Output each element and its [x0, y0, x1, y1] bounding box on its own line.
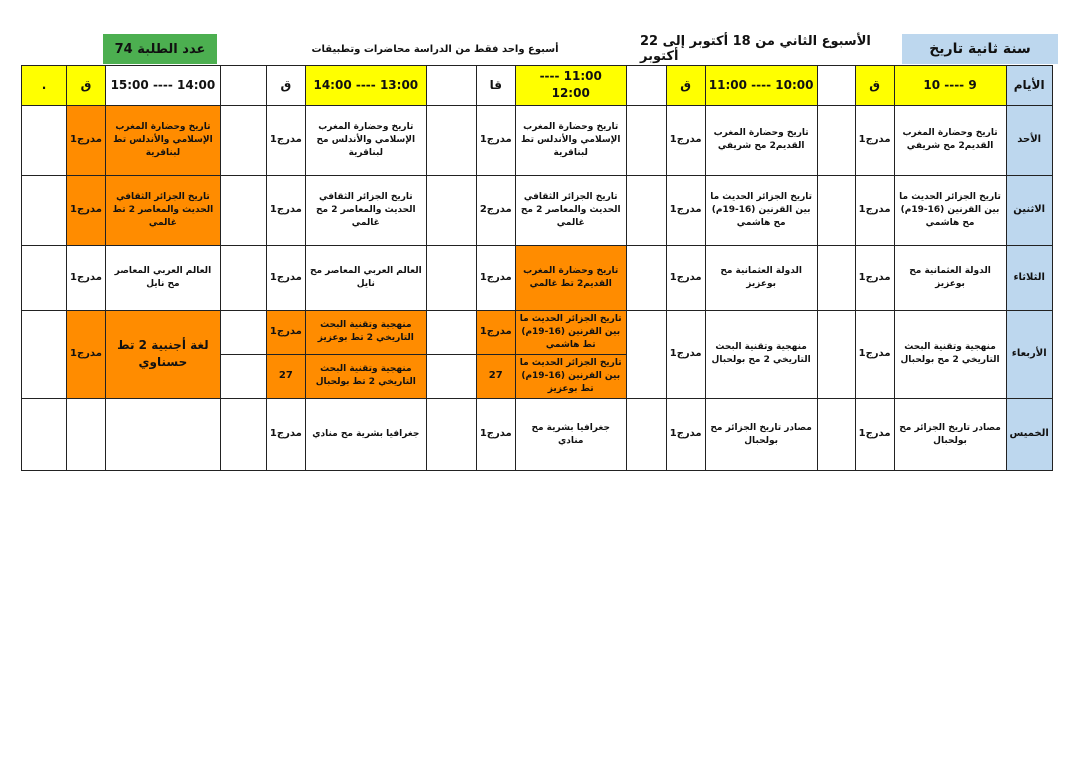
course-cell: العالم العربي المعاصر مح نايل	[305, 245, 426, 310]
week-title: الأسبوع الثاني من 18 أكتوبر إلى 22 أكتوبر	[640, 34, 871, 64]
col-slot-4: 13:00 ---- 14:00	[305, 66, 426, 106]
course-cell: تاريخ وحضارة المغرب الإسلامي والأندلس مح لبناقرية	[305, 105, 426, 175]
cell-empty	[626, 310, 666, 398]
cell-empty	[817, 175, 855, 245]
cell-empty	[22, 105, 67, 175]
col-slot-3: 11:00 ---- 12:00	[515, 66, 626, 106]
col-slot-5: 14:00 ---- 15:00	[105, 66, 220, 106]
day-thursday: الخميس	[1006, 399, 1052, 471]
room-cell: مدرج1	[666, 310, 705, 398]
course-cell: تاريخ وحضارة المغرب الإسلامي والأندلس تط لبناقرية	[105, 105, 220, 175]
room-cell: مدرج1	[476, 310, 515, 354]
room-cell: مدرج1	[266, 245, 305, 310]
schedule-note: أسبوع واحد فقط من الدراسة محاضرات وتطبيقات	[311, 43, 559, 55]
room-cell: مدرج1	[855, 399, 894, 471]
room-cell: مدرج1	[67, 175, 106, 245]
room-cell: مدرج1	[666, 399, 705, 471]
room-cell: مدرج2	[476, 175, 515, 245]
col-days: الأيام	[1006, 66, 1052, 106]
class-title: سنة ثانية تاريخ	[902, 34, 1058, 64]
col-slot-1: 9 ---- 10	[894, 66, 1006, 106]
room-cell: مدرج1	[266, 310, 305, 354]
course-cell: الدولة العثمانية مح بوعزيز	[705, 245, 817, 310]
col-dot: .	[22, 66, 67, 106]
room-cell: مدرج1	[476, 399, 515, 471]
room-cell: مدرج1	[67, 310, 106, 398]
course-cell: منهجية وتقنية البحث التاريخي 2 تط بولحبال	[305, 354, 426, 398]
room-cell: مدرج1	[67, 245, 106, 310]
cell-empty	[426, 310, 476, 354]
col-slot-2: 10:00 ---- 11:00	[705, 66, 817, 106]
cell-empty	[626, 245, 666, 310]
cell-empty	[626, 105, 666, 175]
cell-empty	[220, 105, 266, 175]
room-cell: مدرج1	[266, 399, 305, 471]
room-cell: مدرج1	[855, 245, 894, 310]
cell-empty	[817, 245, 855, 310]
day-tuesday: الثلاثاء	[1006, 245, 1052, 310]
col-room-5: ق	[67, 66, 106, 106]
header-row	[22, 66, 1053, 106]
cell-empty	[22, 399, 67, 471]
cell-empty	[220, 175, 266, 245]
course-cell: جغرافيا بشرية مح منادي	[515, 399, 626, 471]
student-count: عدد الطلبة 74	[103, 34, 217, 64]
room-cell: مدرج1	[67, 105, 106, 175]
course-cell: مصادر تاريخ الجزائر مح بولحبال	[705, 399, 817, 471]
course-cell: تاريخ وحضارة المغرب القديم2 مح شريفي	[705, 105, 817, 175]
cell-empty	[426, 175, 476, 245]
room-cell: مدرج1	[476, 105, 515, 175]
course-cell: تاريخ الجزائر الثقافي الحديث والمعاصر 2 مح غالمي	[515, 175, 626, 245]
course-cell: منهجية وتقنية البحث التاريخي 2 مح بولحبال	[894, 310, 1006, 398]
cell-empty	[105, 399, 220, 471]
row-monday	[22, 175, 1053, 245]
row-wednesday-a	[22, 310, 1053, 354]
cell-empty	[426, 399, 476, 471]
course-cell: الدولة العثمانية مح بوعزيز	[894, 245, 1006, 310]
col-room-4: ق	[266, 66, 305, 106]
cell-empty	[426, 245, 476, 310]
col-gap-2	[626, 66, 666, 106]
course-cell: جغرافيا بشرية مح منادي	[305, 399, 426, 471]
cell-empty	[626, 399, 666, 471]
course-cell: مصادر تاريخ الجزائر مح بولحبال	[894, 399, 1006, 471]
row-sunday	[22, 105, 1053, 175]
cell-empty	[220, 245, 266, 310]
room-cell: مدرج1	[855, 105, 894, 175]
cell-empty	[817, 310, 855, 398]
room-cell: مدرج1	[266, 175, 305, 245]
col-gap-3	[426, 66, 476, 106]
room-cell: 27	[266, 354, 305, 398]
course-cell: تاريخ الجزائر الحديث ما بين القرنين (16-19م) مح هاشمي	[705, 175, 817, 245]
cell-empty	[817, 399, 855, 471]
cell-empty	[220, 354, 266, 398]
cell-empty	[817, 105, 855, 175]
day-sunday: الأحد	[1006, 105, 1052, 175]
course-cell: منهجية وتقنية البحث التاريخي 2 مح بولحبال	[705, 310, 817, 398]
course-cell: تاريخ الجزائر الثقافي الحديث والمعاصر 2 تط غالمي	[105, 175, 220, 245]
room-cell: مدرج1	[266, 105, 305, 175]
cell-empty	[220, 399, 266, 471]
course-cell: تاريخ الجزائر الحديث ما بين القرنين (16-19م) تط هاشمي	[515, 310, 626, 354]
course-cell: تاريخ وحضارة المغرب القديم2 تط غالمي	[515, 245, 626, 310]
room-cell: مدرج1	[666, 105, 705, 175]
cell-empty	[67, 399, 106, 471]
col-room-2: ق	[666, 66, 705, 106]
course-cell: العالم العربي المعاصر مح نايل	[105, 245, 220, 310]
course-cell: تاريخ وحضارة المغرب القديم2 مح شريفي	[894, 105, 1006, 175]
course-cell: تاريخ الجزائر الحديث ما بين القرنين (16-19م) تط بوعزيز	[515, 354, 626, 398]
cell-empty	[220, 310, 266, 354]
cell-empty	[22, 310, 67, 398]
room-cell: 27	[476, 354, 515, 398]
course-cell: منهجية وتقنية البحث التاريخي 2 تط بوعزيز	[305, 310, 426, 354]
room-cell: مدرج1	[476, 245, 515, 310]
cell-empty	[426, 354, 476, 398]
course-cell: تاريخ الجزائر الحديث ما بين القرنين (16-19م) مح هاشمي	[894, 175, 1006, 245]
cell-empty	[626, 175, 666, 245]
col-gap-4	[220, 66, 266, 106]
day-monday: الاثنين	[1006, 175, 1052, 245]
col-room-1: ق	[855, 66, 894, 106]
row-tuesday	[22, 245, 1053, 310]
col-room-3: قا	[476, 66, 515, 106]
course-cell: تاريخ الجزائر الثقافي الحديث والمعاصر 2 مح غالمي	[305, 175, 426, 245]
cell-empty	[426, 105, 476, 175]
course-cell: تاريخ وحضارة المغرب الإسلامي والأندلس تط لبناقرية	[515, 105, 626, 175]
row-thursday	[22, 399, 1053, 471]
room-cell: مدرج1	[666, 175, 705, 245]
day-wednesday: الأربعاء	[1006, 310, 1052, 398]
cell-empty	[22, 245, 67, 310]
room-cell: مدرج1	[855, 310, 894, 398]
room-cell: مدرج1	[666, 245, 705, 310]
timetable	[21, 65, 1053, 471]
course-cell: لغة أجنبية 2 تط حسناوي	[105, 310, 220, 398]
cell-empty	[22, 175, 67, 245]
col-gap-1	[817, 66, 855, 106]
room-cell: مدرج1	[855, 175, 894, 245]
